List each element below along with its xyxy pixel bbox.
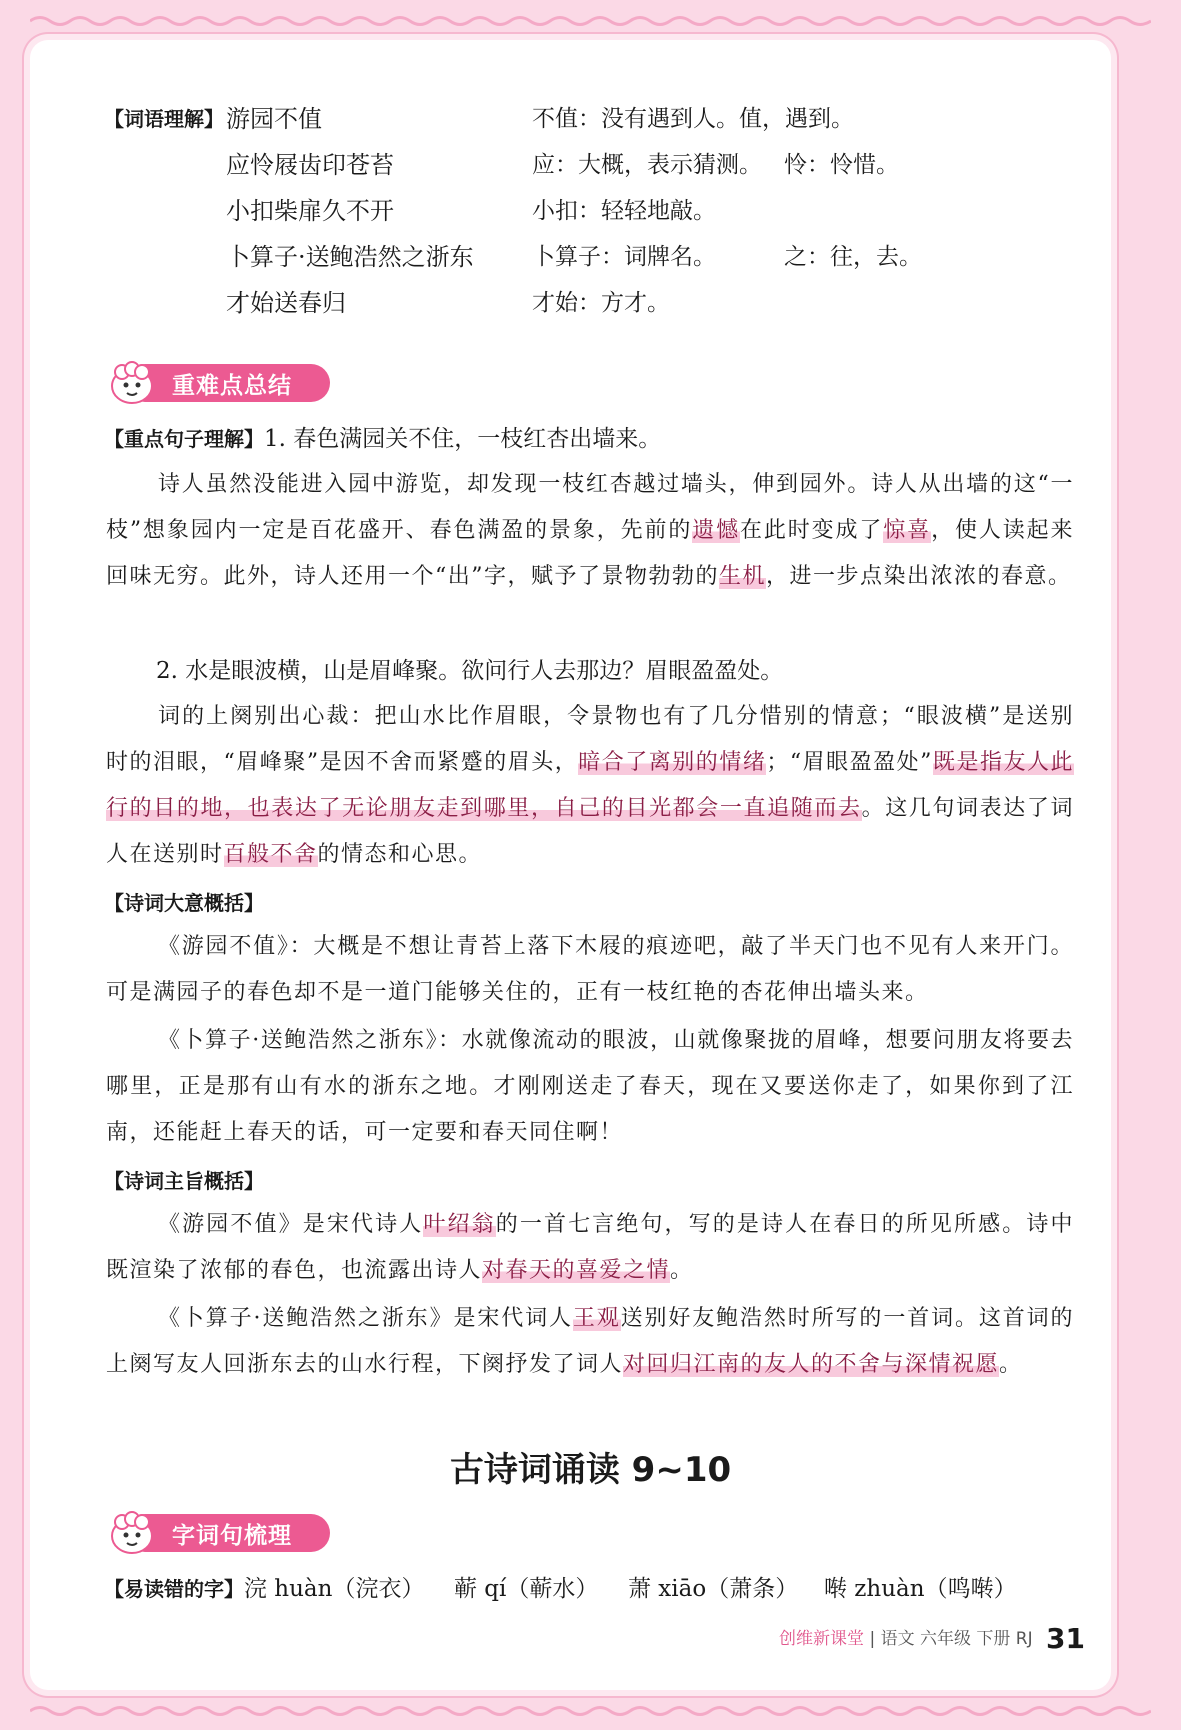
highlight-text: 惊喜 — [883, 518, 932, 543]
easy-wrong-item: 浣 huàn（浣衣） — [244, 1576, 425, 1602]
vocab-term: 卜算子·送鲍浩然之浙东 — [226, 243, 474, 271]
text-span: ；“眉眼盈盈处” — [766, 750, 933, 775]
vocab-explain: 不值：没有遇到人。值，遇到。 — [532, 106, 854, 132]
vocab-tag-label: 【词语理解】 — [104, 107, 224, 131]
theme-paragraph-2 — [106, 1296, 1074, 1388]
highlight-text: 对春天的喜爱之情 — [482, 1258, 671, 1283]
sentence-text: 2. 水是眼波横，山是眉峰聚。欲问行人去那边？眉眼盈盈处。 — [156, 658, 784, 684]
text-span: 诗人虽然没能进入园中游览，却发现一枝红杏越过墙头，伸到园外。诗人从出墙的这“一枝”想象园内一定是百花盛开、春色满盈的景象，先前的 — [106, 472, 1074, 543]
wave-border-top — [30, 14, 1151, 28]
summary-paragraph-2: 《卜算子·送鲍浩然之浙东》：水就像流动的眼波，山就像聚拢的眉峰，想要问朋友将要去哪里，正是那有山有水的浙东之地。才刚刚送走了春天，现在又要送你走了，如果你到了江南，还能赶上春天的话，可一定要和春天同住啊！ — [106, 1028, 1074, 1145]
vocab-term: 小扣柴扉久不开 — [226, 197, 394, 225]
easy-wrong-item: 萧 xiāo（萧条） — [628, 1576, 799, 1602]
summary-tag-label: 【诗词大意概括】 — [104, 891, 264, 915]
vocab-term: 游园不值 — [226, 105, 322, 133]
text-span: 《游园不值》是宋代诗人 — [158, 1212, 424, 1237]
vocab-extra: 之：往，去。 — [784, 244, 922, 270]
text-span: 词的上阕别出心裁：把山水比作眉眼，令景物也有了几分惜别的情意；“眼波横”是送别时的泪眼，“眉峰聚”是因不舍而紧蹙的眉头， — [106, 704, 1074, 775]
section-heading: 古诗词诵读 9~10 — [449, 1450, 732, 1490]
highlight-text: 王观 — [572, 1306, 621, 1331]
easy-wrong-item: 蕲 qí（蕲水） — [454, 1576, 599, 1602]
vocab-term: 才始送春归 — [226, 289, 346, 317]
easy-wrong-tag: 【易读错的字】 — [104, 1577, 244, 1601]
highlight-text: 叶绍翁 — [423, 1212, 496, 1237]
text-span: 送别好友鲍浩然时所写的一首词。这首词的上阕写友人回浙东去的山水行程，下阕抒发了词人 — [106, 1306, 1074, 1377]
vocab-explain: 小扣：轻轻地敲。 — [532, 198, 716, 224]
section-title: 重难点总结 — [172, 373, 292, 399]
text-span: ，使人读起来回味无穷。此外，诗人还用一个“出”字，赋予了景物勃勃的 — [106, 518, 1074, 589]
theme-tag-label: 【诗词主旨概括】 — [104, 1169, 264, 1193]
highlight-text: 暗合了离别的情绪 — [578, 750, 767, 775]
section-badge — [104, 1510, 330, 1554]
easy-wrong-row — [104, 1574, 1084, 1604]
page-footer — [779, 1622, 1085, 1655]
text-span: 在此时变成了 — [740, 518, 884, 543]
theme-tag — [104, 1166, 264, 1196]
vocab-explain: 卜算子：词牌名。 — [532, 244, 716, 270]
text-span: 的情态和心思。 — [317, 842, 483, 867]
analysis-paragraph-2 — [106, 694, 1074, 878]
mascot-sheep-icon — [108, 360, 158, 406]
mascot-sheep-icon — [108, 1510, 158, 1556]
text-span: 。 — [999, 1352, 1023, 1377]
page-number: 31 — [1046, 1622, 1085, 1655]
text-span: 。 — [670, 1258, 694, 1283]
highlight-text: 既是指友人此行的目的地，也表达了无论朋友走到哪里，自己的目光都会一直追随而去 — [106, 750, 1074, 821]
key-sentence-2 — [104, 656, 783, 686]
footer-brand: 创维新课堂 — [779, 1629, 865, 1649]
vocab-tag — [104, 104, 224, 134]
sentence-text: 1. 春色满园关不住，一枝红杏出墙来。 — [264, 426, 662, 452]
analysis-paragraph-1 — [106, 462, 1074, 600]
highlight-text: 对回归江南的友人的不舍与深情祝愿 — [623, 1352, 1000, 1377]
vocab-explain: 应：大概，表示猜测。 — [532, 152, 762, 178]
key-sentence-1 — [104, 424, 661, 454]
section-title: 字词句梳理 — [172, 1523, 292, 1549]
highlight-text: 百般不舍 — [223, 842, 318, 867]
section-badge — [104, 360, 330, 404]
highlight-text: 遗憾 — [692, 518, 741, 543]
summary-tag — [104, 888, 264, 918]
text-span: 。这几句词表达了词人在送别时 — [106, 796, 1074, 867]
wave-border-bottom — [30, 1704, 1151, 1718]
footer-info: 语文 六年级 下册 RJ — [880, 1629, 1033, 1649]
key-sentences-tag: 【重点句子理解】 — [104, 427, 264, 451]
text-span: 的一首七言绝句，写的是诗人在春日的所见所感。诗中既渲染了浓郁的春色，也流露出诗人 — [106, 1212, 1074, 1283]
footer-divider: | — [869, 1629, 876, 1649]
text-span: 《卜算子·送鲍浩然之浙东》是宋代词人 — [158, 1306, 573, 1331]
vocab-explain: 才始：方才。 — [532, 290, 670, 316]
vocab-term: 应怜屐齿印苍苔 — [226, 151, 394, 179]
summary-paragraph-1: 《游园不值》：大概是不想让青苔上落下木屐的痕迹吧，敲了半天门也不见有人来开门。可是满园子的春色却不是一道门能够关住的，正有一枝红艳的杏花伸出墙头来。 — [106, 934, 1074, 1005]
easy-wrong-item: 啭 zhuàn（鸣啭） — [824, 1576, 1017, 1602]
vocab-extra: 怜：怜惜。 — [784, 152, 899, 178]
theme-paragraph-1 — [106, 1202, 1074, 1294]
highlight-text: 生机 — [719, 564, 767, 589]
text-span: ，进一步点染出浓浓的春意。 — [766, 564, 1072, 589]
